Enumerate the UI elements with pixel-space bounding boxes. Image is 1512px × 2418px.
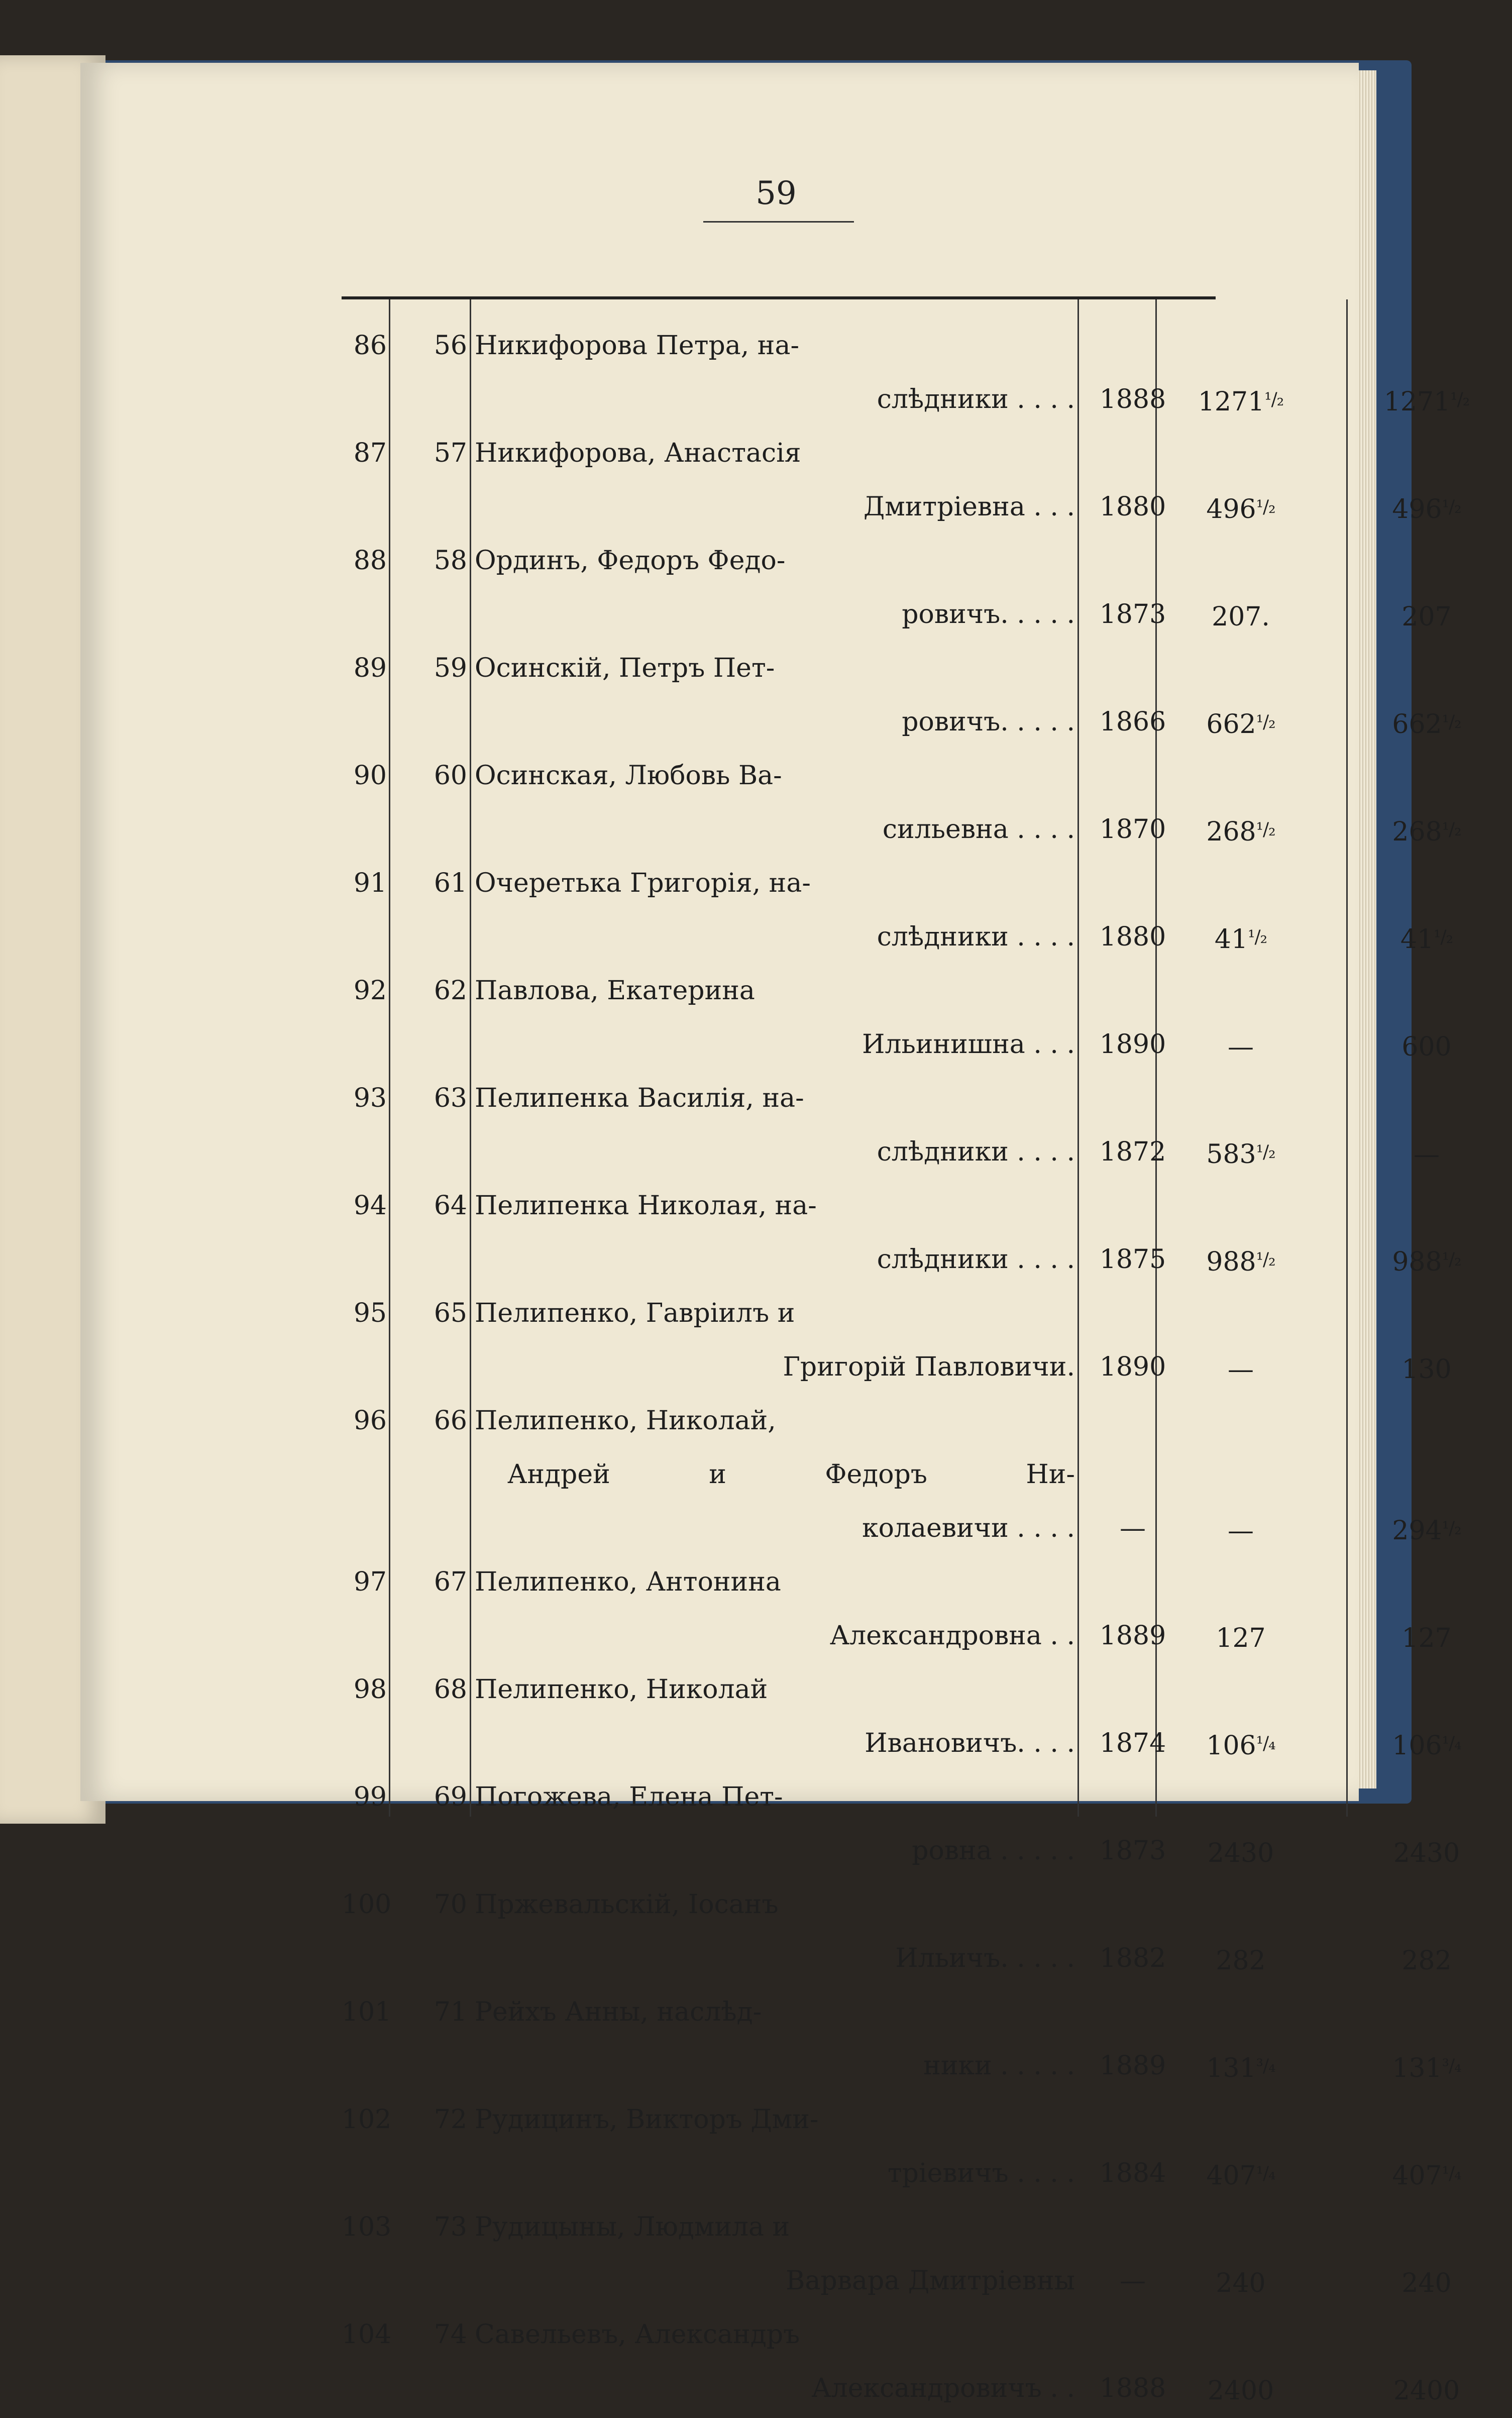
entry-name-line: Никифорова, Анастасія [475,438,801,468]
entry-sub-number: 72 [434,2105,467,2135]
entry-year: 1870 [1099,814,1166,845]
entry-value-1 [1145,803,1336,859]
value-whole: 282 [1216,1946,1266,1976]
value-whole: 41 [1214,924,1248,955]
entry-name-line: Погожева, Елена Пет- [475,1782,783,1812]
value-whole: 240 [1401,2268,1452,2298]
entry-value-1 [1145,1125,1336,1182]
entry-number: 99 [353,1782,387,1812]
entry-number: 101 [342,1997,392,2027]
table-top-rule [342,296,1216,299]
entry-number: 89 [353,653,387,683]
entry-sub-number: 64 [434,1191,467,1221]
entry-name-line: тріевичъ . . . . [887,2158,1075,2188]
value-whole: — [1414,1139,1440,1170]
entry-year: 1890 [1099,1029,1166,1060]
entry-year: 1874 [1099,1728,1166,1758]
value-whole: 240 [1216,2268,1266,2298]
ledger-table [342,319,1470,2415]
entry-number: 102 [342,2105,392,2135]
entry-sub-number: 67 [434,1567,467,1597]
entry-value-1 [1145,910,1336,967]
entry-year: 1889 [1099,1621,1166,1651]
entry-name-line: Григорій Павловичи. [783,1352,1075,1382]
entry-name-line: ровна . . . . . [912,1836,1075,1866]
entry-name-line: слѣдники . . . . [877,384,1075,414]
entry-number: 94 [353,1191,387,1221]
entry-value-2 [1341,1824,1512,1880]
entry-value-2 [1341,1125,1512,1182]
value-fraction: ¹/₂ [1442,819,1461,840]
value-fraction: ¹/₄ [1442,1733,1461,1754]
entry-name-line: Рудицыны, Людмила и [475,2212,790,2242]
value-whole: 2400 [1393,2376,1460,2406]
value-fraction: ¹/₂ [1442,1518,1461,1539]
entry-number: 97 [353,1567,387,1597]
entry-name-line: Осинскій, Петръ Пет- [475,653,775,683]
table-row [342,2093,1461,2200]
entry-sub-number: 65 [434,1298,467,1328]
value-fraction: ¹/₂ [1248,927,1267,948]
value-whole: 600 [1401,1032,1452,1062]
value-whole: 207 [1401,602,1452,632]
entry-value-2 [1341,2254,1512,2310]
entry-value-2 [1341,803,1512,859]
entry-number: 96 [353,1406,387,1436]
value-whole: 207. [1212,602,1270,632]
entry-name-line: слѣдники . . . . [877,1137,1075,1167]
entry-year: — [1120,2266,1146,2296]
entry-value-2 [1341,695,1512,752]
entry-name-line: Пржевальскій, Іосанъ [475,1889,779,1920]
entry-number: 90 [353,761,387,791]
value-whole: — [1228,1032,1254,1062]
table-row [342,2308,1460,2415]
value-fraction: ¹/₂ [1256,712,1275,732]
value-fraction: ¹/₂ [1442,1249,1461,1270]
entry-number: 100 [342,1889,392,1920]
entry-number: 91 [353,868,387,898]
entry-name-line: Рудицинъ, Викторъ Дми- [475,2105,819,2135]
entry-year: 1884 [1099,2158,1166,2188]
entry-value-1 [1145,1717,1336,1773]
entry-name-line: Пелипенко, Гавріилъ и [475,1298,795,1328]
entry-sub-number: 62 [434,976,467,1006]
entry-name-line: Пелипенка Василія, на- [475,1083,804,1113]
entry-value-1 [1145,2147,1336,2203]
entry-name-line: Савельевъ, Александръ [475,2320,800,2350]
entry-name-line: Александровна . . [829,1621,1075,1651]
value-whole: 988 [1392,1247,1442,1277]
entry-value-2 [1341,2039,1512,2095]
value-fraction: ¹/₂ [1434,927,1453,948]
table-row [342,749,1461,857]
entry-value-1 [1145,2039,1336,2095]
entry-name-line: Пелипенко, Николай [475,1674,768,1705]
table-row [342,1663,1461,1770]
entry-sub-number: 60 [434,761,467,791]
entry-name-line: Ильичъ. . . . . [895,1943,1075,1973]
entry-value-1 [1145,2254,1336,2310]
entry-name-line: сильевна . . . . [882,814,1075,845]
value-whole: 41 [1400,924,1434,955]
value-fraction: ¹/₂ [1442,497,1461,517]
entry-number: 103 [342,2212,392,2242]
value-whole: 583 [1206,1139,1256,1170]
entry-value-2 [1341,1340,1512,1397]
value-whole: 268 [1206,817,1256,847]
value-fraction: ¹/₄ [1256,2163,1275,2184]
table-row [342,1287,1452,1394]
entry-name-line: Очеретька Григорія, на- [475,868,811,898]
table-row [342,319,1470,427]
entry-value-1 [1145,695,1336,752]
entry-sub-number: 59 [434,653,467,683]
entry-value-2 [1341,1233,1512,1289]
value-fraction: ¹/₄ [1256,1733,1275,1754]
entry-sub-number: 56 [434,331,467,361]
table-row [342,1179,1461,1287]
entry-name-line: Пелипенко, Антонина [475,1567,781,1597]
value-fraction: ¹/₂ [1256,819,1275,840]
value-whole: — [1228,1516,1254,1546]
value-whole: 662 [1392,709,1442,740]
value-whole: 127 [1216,1623,1266,1653]
entry-value-1 [1145,373,1336,429]
entry-value-1 [1145,1824,1336,1880]
entry-number: 98 [353,1674,387,1705]
page-number-rule [703,221,854,223]
entry-sub-number: 70 [434,1889,467,1920]
table-row [342,964,1452,1072]
value-fraction: ¹/₂ [1264,389,1284,410]
table-row [342,427,1461,534]
value-whole: 988 [1206,1247,1256,1277]
table-row [342,1985,1461,2093]
entry-name-line: Пелипенка Николая, на- [475,1191,817,1221]
table-row [342,1770,1460,1878]
entry-value-2 [1341,2362,1512,2418]
value-whole: 282 [1401,1946,1452,1976]
entry-name-line: Рейхъ Анны, наслѣд- [475,1997,762,2027]
entry-name-line: Александровичъ . . [811,2373,1075,2403]
table-row [342,1878,1452,1985]
entry-name-line: слѣдники . . . . [877,922,1075,952]
table-row [342,2200,1452,2308]
value-whole: 106 [1392,1731,1442,1761]
entry-year: 1882 [1099,1943,1166,1973]
value-fraction: ³/₄ [1256,2056,1275,2076]
value-whole: 130 [1401,1354,1452,1385]
value-whole: 496 [1206,494,1256,524]
value-fraction: ¹/₂ [1442,712,1461,732]
entry-year: 1872 [1099,1137,1166,1167]
entry-value-1 [1145,1340,1336,1397]
entry-year: 1890 [1099,1352,1166,1382]
entry-value-2 [1341,1018,1512,1074]
value-whole: 662 [1206,709,1256,740]
value-whole: 268 [1392,817,1442,847]
entry-value-1 [1145,1609,1336,1665]
entry-name-line: Павлова, Екатерина [475,976,755,1006]
value-whole: 1271 [1198,387,1265,417]
entry-value-1 [1145,1233,1336,1289]
entry-sub-number: 73 [434,2212,467,2242]
entry-sub-number: 58 [434,546,467,576]
entry-year: 1888 [1099,2373,1166,2403]
value-fraction: ¹/₂ [1256,1142,1275,1163]
entry-year: 1875 [1099,1244,1166,1275]
value-fraction: ³/₄ [1442,2056,1461,2076]
value-fraction: ¹/₂ [1450,389,1470,410]
entry-number: 104 [342,2320,392,2350]
value-whole: 131 [1392,2053,1442,2083]
entry-name-line: колаевичи . . . . [862,1513,1075,1543]
entry-year: 1866 [1099,707,1166,737]
entry-value-2 [1341,1932,1512,1988]
entry-number: 86 [353,331,387,361]
entry-name-line: Варвара Дмитріевны [786,2266,1075,2296]
book-page [80,63,1470,2406]
entry-value-2 [1341,480,1512,537]
page-number: 59 [755,175,797,212]
entry-number: 87 [353,438,387,468]
entry-value-2 [1341,1502,1512,1558]
entry-sub-number: 61 [434,868,467,898]
entry-value-2 [1341,1609,1512,1665]
entry-number: 93 [353,1083,387,1113]
entry-value-1 [1145,1502,1336,1558]
table-row [342,534,1452,642]
entry-sub-number: 71 [434,1997,467,2027]
entry-year: 1888 [1099,384,1166,414]
entry-value-2 [1341,1717,1512,1773]
value-whole: 131 [1206,2053,1256,2083]
entry-name-line: Ординъ, Федоръ Федо- [475,546,786,576]
entry-value-1 [1145,2362,1336,2418]
entry-name-line: ровичъ. . . . . [902,707,1075,737]
value-whole: 2400 [1207,2376,1274,2406]
value-whole: — [1228,1354,1254,1385]
entry-sub-number: 63 [434,1083,467,1113]
value-whole: 407 [1206,2161,1256,2191]
entry-name-line: Ивановичъ. . . . [865,1728,1075,1758]
entry-name-line: Осинская, Любовь Ва- [475,761,782,791]
entry-value-2 [1341,2147,1512,2203]
entry-sub-number: 68 [434,1674,467,1705]
entry-name-line: Андрей и Федоръ Ни- [507,1459,1075,1490]
entry-value-1 [1145,588,1336,644]
value-whole: 106 [1206,1731,1256,1761]
entry-sub-number: 57 [434,438,467,468]
value-fraction: ¹/₂ [1256,1249,1275,1270]
entry-sub-number: 66 [434,1406,467,1436]
entry-name-line: ровичъ. . . . . [902,599,1075,629]
table-row [342,642,1461,749]
entry-year: 1880 [1099,492,1166,522]
entry-value-1 [1145,1018,1336,1074]
table-row [342,1394,1461,1555]
value-fraction: ¹/₂ [1256,497,1275,517]
entry-value-2 [1341,910,1512,967]
value-whole: 496 [1392,494,1442,524]
entry-number: 95 [353,1298,387,1328]
entry-name-line: слѣдники . . . . [877,1244,1075,1275]
entry-name-line: Дмитріевна . . . [863,492,1075,522]
table-row [342,857,1453,964]
table-row [342,1555,1452,1663]
entry-sub-number: 69 [434,1782,467,1812]
table-row [342,1072,1440,1179]
entry-name-line: Пелипенко, Николай, [475,1406,776,1436]
entry-name-line: Никифорова Петра, на- [475,331,800,361]
entry-value-1 [1145,480,1336,537]
entry-name-line: Ильинишна . . . [862,1029,1075,1060]
entry-year: 1873 [1099,1836,1166,1866]
value-whole: 2430 [1393,1838,1460,1868]
value-whole: 127 [1401,1623,1452,1653]
entry-number: 88 [353,546,387,576]
value-whole: 294 [1392,1516,1442,1546]
entry-year: 1880 [1099,922,1166,952]
value-fraction: ¹/₄ [1442,2163,1461,2184]
value-whole: 1271 [1383,387,1451,417]
entry-year: — [1120,1513,1146,1543]
entry-value-1 [1145,1932,1336,1988]
entry-number: 92 [353,976,387,1006]
value-whole: 407 [1392,2161,1442,2191]
entry-value-2 [1341,373,1512,429]
value-whole: 2430 [1207,1838,1274,1868]
entry-sub-number: 74 [434,2320,467,2350]
entry-name-line: ники . . . . . [923,2051,1075,2081]
entry-value-2 [1341,588,1512,644]
entry-year: 1889 [1099,2051,1166,2081]
entry-year: 1873 [1099,599,1166,629]
